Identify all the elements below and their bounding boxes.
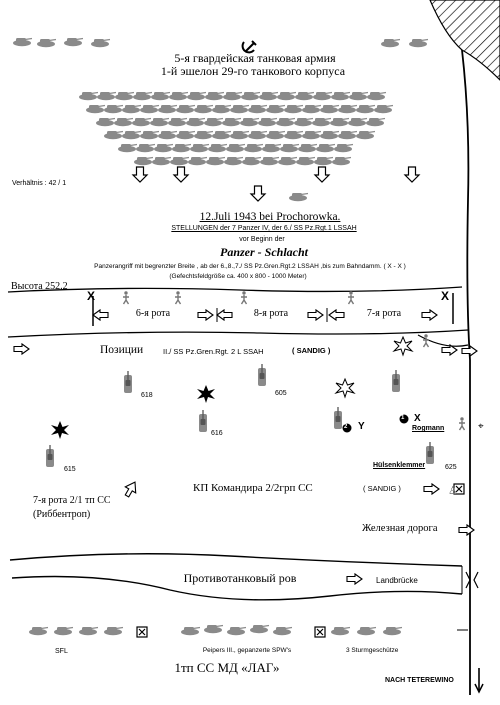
sturm-label: 3 Sturmgeschütze xyxy=(346,647,399,654)
tank-number: 618 xyxy=(141,392,153,399)
tank-top-icon xyxy=(46,364,434,467)
tank-icon xyxy=(140,105,159,113)
tank-icon xyxy=(289,193,308,201)
positions-title: STELLUNGEN der 7 Panzer IV, der 6./ SS Pz.Rgt.1 LSSAH xyxy=(171,225,357,232)
tank-icon xyxy=(259,92,278,100)
tank-icon xyxy=(176,131,195,139)
tank-icon xyxy=(296,157,315,165)
tank-icon xyxy=(266,131,285,139)
tank-icon xyxy=(223,92,242,100)
sfl-label: SFL xyxy=(55,648,68,655)
tank-icon xyxy=(158,105,177,113)
tank-icon xyxy=(13,38,428,47)
army-title: 5-я гвардейская танковая армия xyxy=(174,51,336,65)
height-band-bottom xyxy=(8,330,468,337)
circle-two: 2 xyxy=(344,424,348,430)
peipers-label: Peipers III., gepanzerte SPW's xyxy=(202,647,292,654)
field-size-note: (Gefechtsfeldgröße ca. 400 x 800 - 1000 Meter) xyxy=(169,273,307,280)
tank-icon xyxy=(104,131,123,139)
tank-icon xyxy=(280,144,299,152)
tank-icon xyxy=(79,92,98,100)
tank-icon xyxy=(152,157,171,165)
tank-icon xyxy=(97,92,116,100)
tank-icon xyxy=(176,105,195,113)
soldier-icon xyxy=(123,291,465,430)
tank-icon xyxy=(169,92,188,100)
landbrucke-label: Landbrücke xyxy=(376,576,418,585)
company-left-commander: (Риббентроп) xyxy=(33,509,91,520)
tank-icon xyxy=(96,118,115,126)
tank-icon xyxy=(316,144,335,152)
railway-line xyxy=(462,50,470,695)
tank-icon xyxy=(222,118,241,126)
tank-icon xyxy=(230,105,249,113)
tank-icon xyxy=(330,118,349,126)
tank-icon xyxy=(374,105,393,113)
tank-icon xyxy=(122,105,141,113)
tank-icon xyxy=(278,157,297,165)
tank-icon xyxy=(226,144,245,152)
svg-text:♙: ♙ xyxy=(448,485,458,497)
height-label: Высота 252.2 xyxy=(11,281,68,292)
tank-icon xyxy=(248,105,267,113)
tank-formation xyxy=(79,92,393,165)
tank-icon xyxy=(294,118,313,126)
tank-icon xyxy=(244,144,263,152)
tank-icon xyxy=(104,105,123,113)
point-y: Y xyxy=(358,421,365,432)
tank-icon xyxy=(331,92,350,100)
tank-icon xyxy=(172,144,191,152)
tank-icon xyxy=(334,144,353,152)
tank-icon xyxy=(168,118,187,126)
tank-icon xyxy=(115,92,134,100)
tank-icon xyxy=(154,144,173,152)
tank-icon xyxy=(295,92,314,100)
ratio-label: Verhältnis : 42 / 1 xyxy=(12,180,67,187)
tank-icon xyxy=(356,105,375,113)
tank-icon xyxy=(204,118,223,126)
tank-icon xyxy=(260,157,279,165)
up-arrow-icon xyxy=(122,479,140,499)
tank-icon xyxy=(312,118,331,126)
kp-label: КП Командира 2/2грп СС xyxy=(193,482,313,494)
tank-icon xyxy=(122,131,141,139)
tank-icon xyxy=(298,144,317,152)
tank-icon xyxy=(242,157,261,165)
ditch-label: Противотанковый ров xyxy=(183,571,297,585)
tank-icon xyxy=(29,625,402,635)
tank-icon xyxy=(186,118,205,126)
height-band-top xyxy=(8,287,462,292)
tank-icon xyxy=(356,131,375,139)
kp-sandig: ( SANDIG ) xyxy=(363,484,401,493)
battle-title: Panzer - Schlacht xyxy=(219,245,309,259)
tank-icon xyxy=(302,105,321,113)
tank-icon xyxy=(188,157,207,165)
svg-text:⌖: ⌖ xyxy=(478,421,484,432)
tank-icon xyxy=(134,157,153,165)
company-6: 6-я рота xyxy=(135,308,171,319)
echelon-title: 1-й эшелон 29-го танкового корпуса xyxy=(160,64,346,78)
company-8: 8-я рота xyxy=(253,308,289,319)
tank-icon xyxy=(302,131,321,139)
tank-icon xyxy=(114,118,133,126)
tank-icon xyxy=(194,131,213,139)
tank-icon xyxy=(208,144,227,152)
tank-icon xyxy=(212,105,231,113)
tank-icon xyxy=(320,105,339,113)
tank-icon xyxy=(258,118,277,126)
tank-icon xyxy=(241,92,260,100)
tank-icon xyxy=(366,118,385,126)
tank-icon xyxy=(194,105,213,113)
tank-icon xyxy=(212,131,231,139)
anti-tank-ditch xyxy=(10,554,462,566)
positions-label: Позиции xyxy=(100,344,144,356)
tank-icon xyxy=(277,92,296,100)
rogmann-label: Rogmann xyxy=(412,425,445,432)
tank-icon xyxy=(133,92,152,100)
tank-icon xyxy=(86,105,105,113)
tank-icon xyxy=(332,157,351,165)
tank-icon xyxy=(224,157,243,165)
tank-icon xyxy=(367,92,386,100)
tank-icon xyxy=(136,144,155,152)
down-arrow-icon xyxy=(133,167,419,201)
tank-number: 616 xyxy=(211,430,223,437)
tank-icon xyxy=(262,144,281,152)
company-left: 7-я рота 2/1 тп СС xyxy=(33,495,111,506)
division-label: 1тп СС МД «ЛАГ» xyxy=(174,660,280,675)
tank-icon xyxy=(118,144,137,152)
tank-icon xyxy=(230,131,249,139)
circle-one: 1 xyxy=(401,415,405,421)
positions-commander: ( SANDIG ) xyxy=(292,346,331,355)
tank-icon xyxy=(338,131,357,139)
teterewino-label: NACH TETEREWINO xyxy=(385,677,454,684)
tank-number: 605 xyxy=(275,390,287,397)
tank-icon xyxy=(284,131,303,139)
tank-icon xyxy=(170,157,189,165)
tank-icon xyxy=(338,105,357,113)
tank-icon xyxy=(276,118,295,126)
tank-icon xyxy=(205,92,224,100)
tank-icon xyxy=(284,105,303,113)
town-hatched-area xyxy=(430,0,500,80)
hulsenklemmer-label: Hülsenklemmer xyxy=(373,462,426,469)
tank-icon xyxy=(320,131,339,139)
positions-unit: II./ SS Pz.Gren.Rgt. 2 L SSAH xyxy=(163,347,264,356)
tank-icon xyxy=(348,118,367,126)
x-mark-left: X xyxy=(87,289,96,303)
tank-number: 625 xyxy=(445,464,457,471)
tank-icon xyxy=(349,92,368,100)
tank-icon xyxy=(206,157,225,165)
tank-icon xyxy=(158,131,177,139)
tank-icon xyxy=(266,105,285,113)
tank-icon xyxy=(248,131,267,139)
tank-icon xyxy=(313,92,332,100)
tank-icon xyxy=(132,118,151,126)
tank-icon xyxy=(150,118,169,126)
tank-icon xyxy=(187,92,206,100)
tank-number: 615 xyxy=(64,466,76,473)
tank-icon xyxy=(190,144,209,152)
tank-icon xyxy=(151,92,170,100)
tank-icon xyxy=(314,157,333,165)
before-label: vor Beginn der xyxy=(239,236,285,243)
attack-note: Panzerangriff mit begrenzter Breite , ab der 6.,8.,7./ SS Pz.Gren.Rgt.2 LSSAH ,bis zum Bahndamm. ( X - X ) xyxy=(94,263,406,270)
point-x: X xyxy=(414,413,421,424)
date-title: 12.Juli 1943 bei Prochorowka. xyxy=(199,211,341,223)
company-7: 7-я рота xyxy=(366,308,402,319)
tank-icon xyxy=(140,131,159,139)
x-mark-right: X xyxy=(441,289,450,303)
railway-label: Железная дорога xyxy=(362,523,438,534)
tank-icon xyxy=(240,118,259,126)
